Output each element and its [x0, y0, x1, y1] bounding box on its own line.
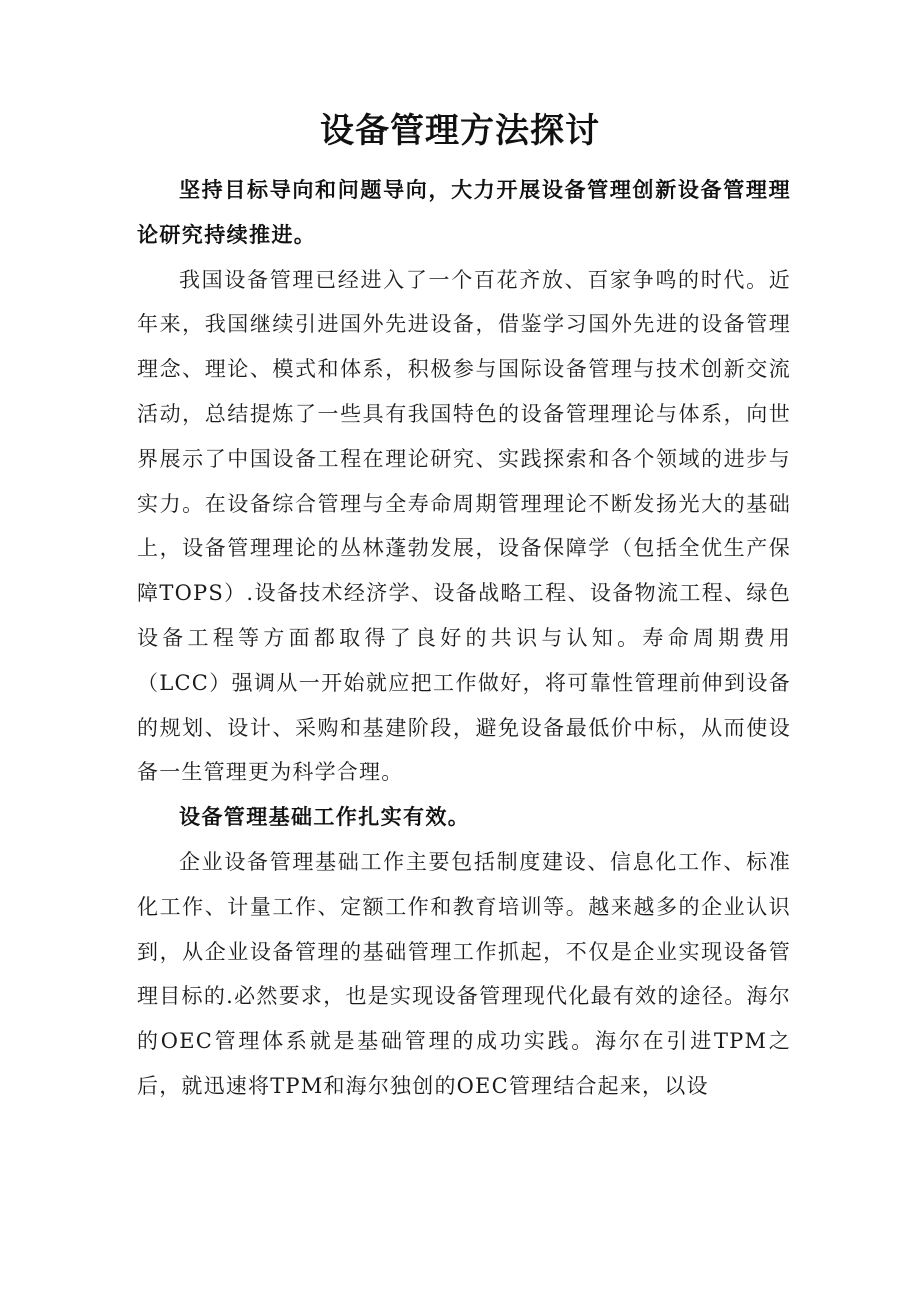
section-paragraph-1: 我国设备管理已经进入了一个百花齐放、百家争鸣的时代。近年来，我国继续引进国外先进设备，借鉴学习国外先进的设备管理理念、理论、模式和体系，积极参与国际设备管理与技术创新交流活动，总结提炼了一些具有我国特色的设备管理理论与体系，向世界展示了中国设备工程在理论研究、实践探索和各个领域的进步与实力。在设备综合管理与全寿命周期管理理论不断发扬光大的基础上，设备管理理论的丛林蓬勃发展，设备保障学（包括全优生产保障TOPS）.设备技术经济学、设备战略工程、设备物流工程、绿色设备工程等方面都取得了良好的共识与认知。寿命周期费用（LCC）强调从一开始就应把工作做好，将可靠性管理前伸到设备的规划、设计、采购和基建阶段，避免设备最低价中标，从而使设备一生管理更为科学合理。	[137, 267, 791, 785]
section-paragraph-2: 企业设备管理基础工作主要包括制度建设、信息化工作、标准化工作、计量工作、定额工作和教育培训等。越来越多的企业认识到，从企业设备管理的基础管理工作抓起，不仅是企业实现设备管理目标的.必然要求，也是实现设备管理现代化最有效的途径。海尔的OEC管理体系就是基础管理的成功实践。海尔在引进TPM之后，就迅速将TPM和海尔独创的OEC管理结合起来，以设	[137, 849, 791, 1098]
section-heading-2: 设备管理基础工作扎实有效。	[179, 805, 471, 830]
document-title: 设备管理方法探讨	[320, 111, 600, 151]
document-body	[137, 168, 791, 1109]
section-heading-1: 坚持目标导向和问题导向，大力开展设备管理创新设备管理理论研究持续推进。	[137, 178, 791, 247]
